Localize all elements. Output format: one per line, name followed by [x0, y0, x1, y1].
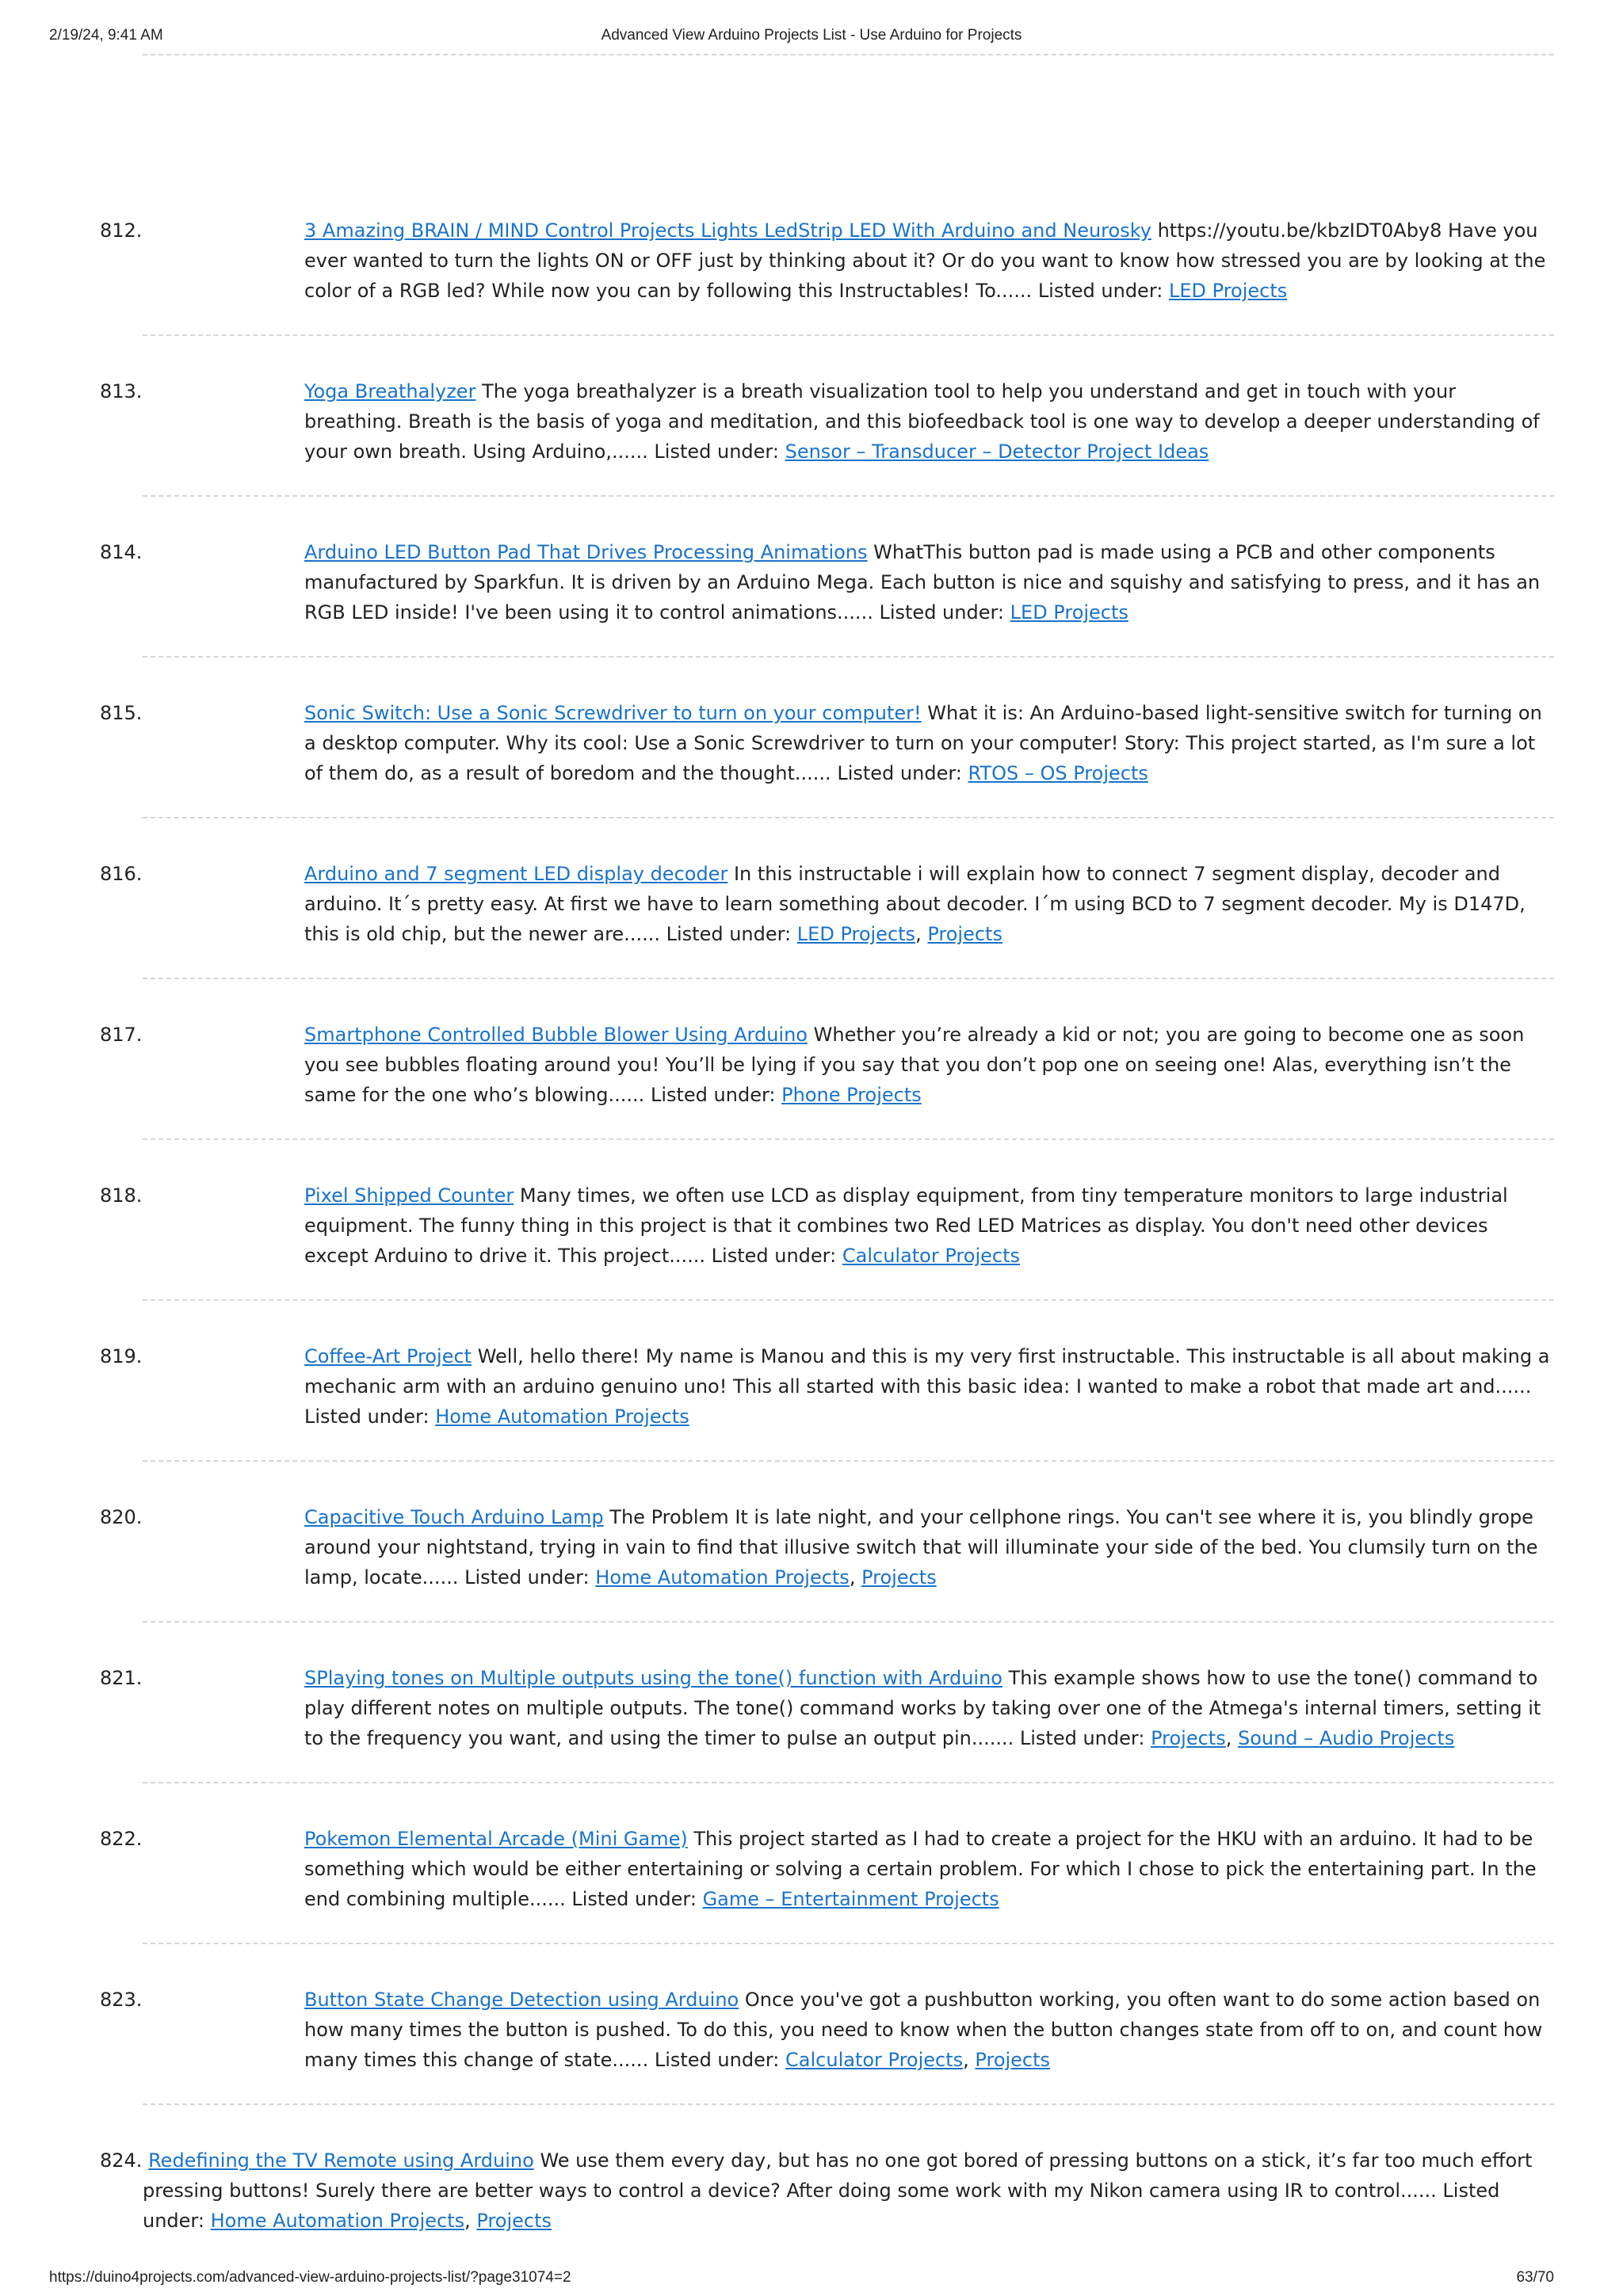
project-description: Whether you’re already a kid or not; you are going to become one as soon you see bubbles floating around you! You’ll be lying if you say that you don’t pop one on seeing one! Alas, everything isn’t the same for the one who’s blowing...... — [304, 1024, 1525, 1106]
list-item — [100, 215, 1554, 306]
listed-under-label: Listed under: — [304, 1405, 430, 1428]
item-number: 823. — [100, 1989, 143, 2011]
divider — [143, 1943, 1554, 1944]
category-link[interactable]: LED Projects — [1010, 601, 1128, 624]
divider — [143, 817, 1554, 818]
category-link[interactable]: LED Projects — [796, 923, 916, 945]
project-description: Well, hello there! My name is Manou and this is my very first instructable. This instructable is all about making a mechanic arm with an arduino genuino uno! This all started with this basic idea: I wanted to make a robot that made art and...... — [304, 1345, 1550, 1398]
project-description: The Problem It is late night, and your cellphone rings. You can't see where it is, you blindly grope around your nightstand, trying in vain to find that illusive switch that will illuminate your side of the bed. You clumsily turn on the lamp, locate...... — [304, 1506, 1538, 1589]
divider — [143, 2103, 1554, 2105]
category-link[interactable]: Projects — [476, 2210, 552, 2232]
listed-under-label: Listed under: — [571, 1888, 697, 1910]
item-body — [304, 1020, 1554, 1110]
list-item — [100, 1663, 1554, 1753]
listed-under-label: Listed under: — [654, 441, 779, 463]
listed-under-label: Listed under: — [879, 601, 1005, 624]
project-title-link[interactable]: Arduino LED Button Pad That Drives Processing Animations — [304, 541, 868, 563]
category-link[interactable]: Projects — [861, 1566, 937, 1589]
item-body — [304, 1341, 1554, 1432]
project-title-link[interactable]: SPlaying tones on Multiple outputs using the tone() function with Arduino — [304, 1667, 1002, 1689]
divider — [143, 334, 1554, 336]
divider — [143, 54, 1554, 55]
item-body — [304, 698, 1554, 788]
print-footer — [0, 2269, 1623, 2288]
item-body — [304, 215, 1554, 306]
project-description: This project started as I had to create a project for the HKU with an arduino. It had to be something which would be either entertaining or solving a certain problem. For which I chose to pick the entertaining part. In the end combining multiple...... — [304, 1828, 1537, 1910]
project-description: Many times, we often use LCD as display equipment, from tiny temperature monitors to large industrial equipment. The funny thing in this project is that it combines two Red LED Matrices as display. You don't need other devices except Arduino to drive it. This project...... — [304, 1184, 1508, 1267]
item-number: 824. — [100, 2149, 143, 2172]
project-title-link[interactable]: Button State Change Detection using Arduino — [304, 1989, 739, 2011]
project-title-link[interactable]: Arduino and 7 segment LED display decoder — [304, 863, 728, 885]
project-title-link[interactable]: Coffee-Art Project — [304, 1345, 472, 1367]
divider — [143, 495, 1554, 497]
list-item — [100, 1341, 1554, 1432]
list-item — [100, 2145, 1554, 2236]
project-description: In this instructable i will explain how to connect 7 segment display, decoder and arduino. It´s pretty easy. At first we have to learn something about decoder. I´m using BCD to 7 segment decoder. My is D147D, this is old chip, but the newer are...... — [304, 863, 1526, 945]
listed-under-label: Listed under: — [650, 1084, 776, 1106]
item-body: Capacitive Touch Arduino Lamp The Problem It is late night, and your cellphone rings. You can't see where it is, you blindly grope around your nightstand, trying in vain to find that illusive switch that will illuminate your side of the bed. You clumsily turn on the lamp, locate...... Listed under: Home Automation Projects, Projects — [304, 1506, 1538, 1589]
project-description: What it is: An Arduino-based light-sensitive switch for turning on a desktop computer. Why its cool: Use a Sonic Screwdriver to turn on your computer! Story: This project started, as I'm sure a lot of them do, as a result of boredom and the thought...... — [304, 702, 1542, 784]
divider — [143, 1460, 1554, 1462]
item-number: 820. — [100, 1506, 143, 1528]
list-item — [100, 376, 1554, 467]
list-item — [100, 698, 1554, 788]
print-header — [0, 27, 1623, 46]
category-link[interactable]: Home Automation Projects — [210, 2210, 465, 2232]
print-datetime: 2/19/24, 9:41 AM — [49, 27, 163, 44]
print-page-title: Advanced View Arduino Projects List - Use Arduino for Projects — [601, 27, 1022, 44]
category-link[interactable]: Phone Projects — [781, 1084, 922, 1106]
project-title-link[interactable]: Pokemon Elemental Arcade (Mini Game) — [304, 1828, 688, 1850]
item-body — [304, 376, 1554, 467]
listed-under-label: Listed under: — [1037, 280, 1163, 302]
category-link[interactable]: Projects — [975, 2049, 1051, 2071]
list-item — [100, 1502, 1554, 1592]
category-link[interactable]: Sensor – Transducer – Detector Project Ideas — [785, 441, 1209, 463]
project-title-link[interactable]: Yoga Breathalyzer — [304, 380, 476, 402]
list-item — [100, 1180, 1554, 1271]
divider — [143, 1621, 1554, 1623]
item-number: 817. — [100, 1024, 143, 1046]
project-description: https://youtu.be/kbzIDT0Aby8 Have you ever wanted to turn the lights ON or OFF just by thinking about it? Or do you want to know how stressed you are by looking at the color of a RGB led? While now you can by following this Instructables! To...... — [304, 219, 1546, 302]
divider — [143, 1782, 1554, 1783]
project-title-link[interactable]: Capacitive Touch Arduino Lamp — [304, 1506, 604, 1528]
listed-under-label: Listed under: — [666, 923, 792, 945]
list-item — [100, 537, 1554, 627]
list-item — [100, 859, 1554, 949]
project-title-link[interactable]: Smartphone Controlled Bubble Blower Using Arduino — [304, 1024, 808, 1046]
item-number: 818. — [100, 1184, 143, 1207]
item-body: Button State Change Detection using Arduino Once you've got a pushbutton working, you often want to do some action based on how many times the button is pushed. To do this, you need to know when the button changes state from off to on, and count how many times this change of state...... Listed under: Calculator Projects, Projects — [304, 1989, 1543, 2071]
category-link[interactable]: Calculator Projects — [842, 1245, 1020, 1267]
listed-under-label: Listed under: — [464, 1566, 590, 1589]
category-link[interactable]: Home Automation Projects — [435, 1405, 689, 1428]
category-link[interactable]: Home Automation Projects — [595, 1566, 850, 1589]
project-title-link[interactable]: 3 Amazing BRAIN / MIND Control Projects Lights LedStrip LED With Arduino and Neurosky — [304, 219, 1151, 242]
item-number: 821. — [100, 1667, 143, 1689]
project-description: We use them every day, but has no one got bored of pressing buttons on a stick, it’s far too much effort pressing buttons! Surely there are better ways to control a device? After doing some work with my Nikon camera using IR to control...... — [143, 2149, 1533, 2202]
category-link[interactable]: RTOS – OS Projects — [968, 762, 1148, 784]
item-body — [304, 537, 1554, 627]
print-url: https://duino4projects.com/advanced-view-arduino-projects-list/?page31074=2 — [49, 2269, 571, 2286]
item-number: 815. — [100, 702, 143, 724]
item-number: 812. — [100, 219, 143, 242]
list-item — [100, 1985, 1554, 2075]
project-description: WhatThis button pad is made using a PCB and other components manufactured by Sparkfun. It is driven by an Arduino Mega. Each button is nice and squishy and satisfying to press, and it has an RGB LED inside! I've been using it to control animations...... — [304, 541, 1541, 624]
item-body — [304, 1824, 1554, 1914]
project-description: Once you've got a pushbutton working, you often want to do some action based on how many times the button is pushed. To do this, you need to know when the button changes state from off to on, and count how many times this change of state...... — [304, 1989, 1543, 2071]
divider — [143, 1299, 1554, 1301]
listed-under-label: Listed under: — [711, 1245, 837, 1267]
project-title-link[interactable]: Pixel Shipped Counter — [304, 1184, 514, 1207]
project-description: The yoga breathalyzer is a breath visualization tool to help you understand and get in touch with your breathing. Breath is the basis of yoga and meditation, and this biofeedback tool is one way to develop a deeper understanding of your own breath. Using Arduino,...... — [304, 380, 1540, 463]
project-title-link[interactable]: Redefining the TV Remote using Arduino — [148, 2149, 534, 2172]
item-body: 824. Redefining the TV Remote using Arduino We use them every day, but has no one got bored of pressing buttons on a stick, it’s far too much effort pressing buttons! Surely there are better ways to control a device? After doing some work with my Nikon camera using IR to control...... Listed under: Home Automation Projects, Projects — [100, 2149, 1533, 2232]
item-number: 822. — [100, 1828, 143, 1850]
listed-under-label: Listed under: — [837, 762, 962, 784]
item-body: Arduino and 7 segment LED display decoder In this instructable i will explain how to connect 7 segment display, decoder and arduino. It´s pretty easy. At first we have to learn something about decoder. I´m using BCD to 7 segment decoder. My is D147D, this is old chip, but the newer are...... Listed under: LED Projects, Projects — [304, 863, 1526, 945]
project-title-link[interactable]: Sonic Switch: Use a Sonic Screwdriver to turn on your computer! — [304, 702, 922, 724]
item-number: 816. — [100, 863, 143, 885]
item-number: 819. — [100, 1345, 143, 1367]
category-link[interactable]: Game – Entertainment Projects — [702, 1888, 999, 1910]
print-page-number: 63/70 — [1516, 2269, 1554, 2286]
list-item — [100, 1824, 1554, 1914]
listed-under-label: Listed under: — [1019, 1727, 1145, 1749]
item-number: 814. — [100, 541, 143, 563]
divider — [143, 656, 1554, 658]
divider — [143, 1138, 1554, 1140]
category-link[interactable]: LED Projects — [1169, 280, 1288, 302]
item-body: SPlaying tones on Multiple outputs using the tone() function with Arduino This example shows how to use the tone() command to play different notes on multiple outputs. The tone() command works by taking over one of the Atmega's internal timers, setting it to the frequency you want, and using the timer to pulse an output pin....... Listed under: Projects, Sound – Audio Projects — [304, 1667, 1541, 1749]
item-body — [304, 1180, 1554, 1271]
item-number: 813. — [100, 380, 143, 402]
category-link[interactable]: Sound – Audio Projects — [1237, 1727, 1455, 1749]
category-link[interactable]: Calculator Projects — [785, 2049, 964, 2071]
category-link[interactable]: Projects — [1151, 1727, 1226, 1749]
listed-under-label: Listed under: — [143, 2180, 1500, 2232]
list-item — [100, 1020, 1554, 1110]
project-description: This example shows how to use the tone() command to play different notes on multiple outputs. The tone() command works by taking over one of the Atmega's internal timers, setting it to the frequency you want, and using the timer to pulse an output pin....... — [304, 1667, 1541, 1749]
divider — [143, 978, 1554, 979]
listed-under-label: Listed under: — [654, 2049, 780, 2071]
category-link[interactable]: Projects — [927, 923, 1002, 945]
